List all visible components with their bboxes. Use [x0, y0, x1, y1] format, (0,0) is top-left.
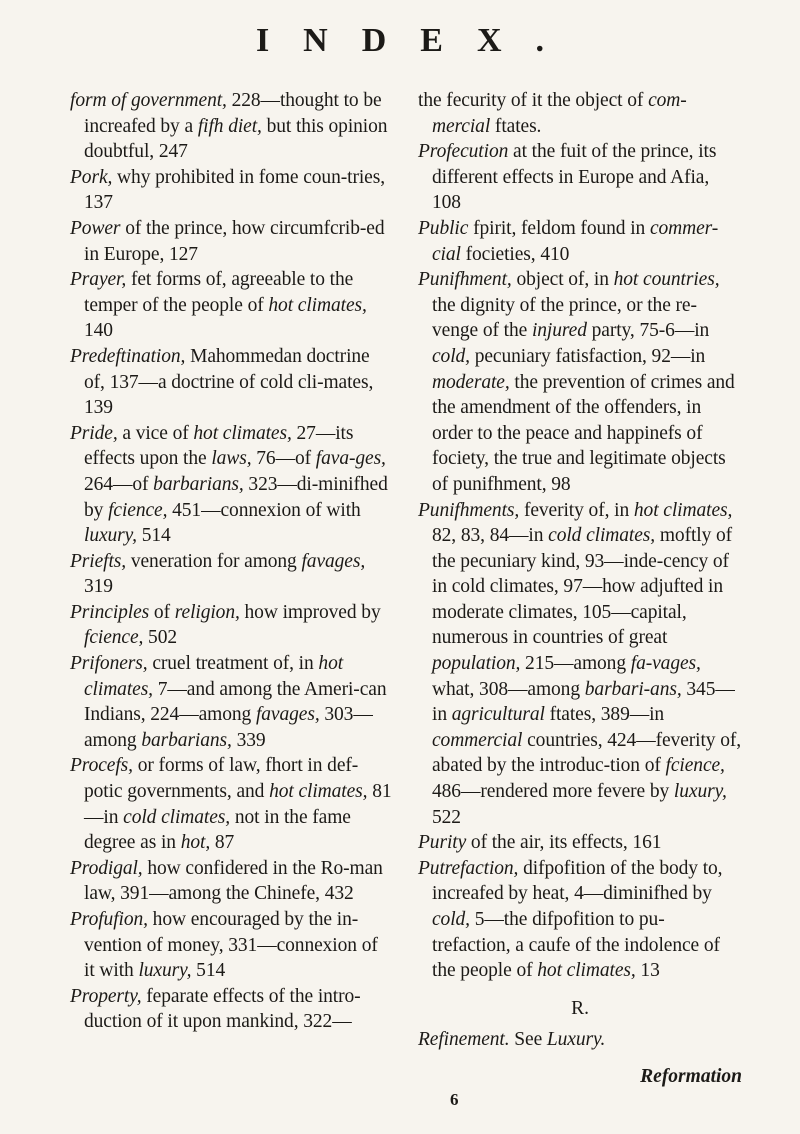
entry-italic-text: luxury, — [138, 960, 192, 982]
entry-heading: Power — [70, 217, 121, 239]
entry-italic-text: luxury, — [84, 525, 137, 547]
index-entry — [70, 856, 392, 907]
entry-italic-text: laws, — [211, 448, 252, 470]
entry-text: difpofition of the body to, increafed by heat, 4—diminifhed by — [432, 857, 723, 905]
entry-italic-text: commercial — [432, 729, 523, 751]
entry-italic-text: hot, — [180, 832, 211, 854]
entry-italic-text: fcience, — [84, 627, 144, 649]
entry-text: of the air, its effects, 161 — [466, 832, 662, 854]
signature-mark: 6 — [450, 1090, 459, 1109]
entry-heading: Pride, — [70, 422, 118, 444]
entry-italic-text: hot climates, — [537, 960, 636, 982]
index-entries-r — [418, 1027, 742, 1053]
entry-heading: Prayer, — [70, 269, 127, 291]
entry-italic-text: religion, — [174, 601, 240, 623]
index-column-left — [70, 88, 392, 1035]
entry-text: 345—in — [432, 678, 735, 726]
entry-italic-text: cold, — [432, 345, 470, 367]
entry-text: of the prince, how circumfcrib-ed in Europe, 127 — [84, 217, 385, 265]
entry-italic-text: fava-ges, — [315, 448, 386, 470]
entry-italic-text: cold climates, — [548, 525, 656, 547]
entry-italic-text: favages, — [255, 704, 320, 726]
entry-text: 319 — [84, 576, 113, 598]
index-entry — [70, 344, 392, 421]
index-entry — [418, 856, 742, 984]
entry-text: how encouraged by the in-vention of money, 331—connexion of it with — [84, 909, 378, 982]
entry-text: 5—the difpofition to pu-trefaction, a caufe of the indolence of the people of — [432, 909, 720, 982]
entry-heading: Purity — [418, 832, 467, 854]
entry-text: veneration for among — [126, 550, 302, 572]
entry-heading: Public — [418, 217, 469, 239]
entry-heading: Profecution — [418, 141, 509, 163]
entry-heading: Punifhments, — [418, 499, 520, 521]
entry-text: 323—di-minifhed by — [84, 473, 388, 521]
entry-text: but this opinion doubtful, 247 — [84, 115, 388, 163]
entry-text: how confidered in the Ro-man law, 391—among the Chinefe, 432 — [84, 857, 383, 905]
entry-text: object of, in — [511, 269, 614, 291]
entry-text: 87 — [210, 832, 235, 854]
entry-heading: form — [70, 90, 107, 111]
index-column-right — [418, 88, 742, 1053]
entry-text: countries, 424—feverity of, abated by the introduc-tion of — [432, 729, 742, 777]
entry-text: 339 — [231, 729, 266, 751]
entry-italic-text: barbarians, — [141, 729, 232, 751]
entry-text: party, 75-6—in — [586, 320, 710, 342]
entry-text: at the fuit of the prince, its different effects in Europe and Afia, 108 — [432, 141, 717, 214]
entry-text: 514 — [191, 960, 226, 982]
entry-text: 451—connexion of with — [167, 499, 361, 521]
entry-italic-text: hot countries, — [613, 269, 720, 291]
entry-text: 140 — [84, 320, 113, 342]
index-entry — [70, 984, 392, 1035]
entry-italic-text: cold, — [432, 909, 470, 930]
entry-text: 81—in — [84, 781, 392, 828]
entry-text: 13 — [635, 960, 660, 982]
entry-text: 76—of — [251, 448, 316, 470]
entry-italic-text: of government, — [111, 90, 227, 111]
index-entries-p — [418, 88, 742, 984]
index-entry — [70, 651, 392, 753]
entry-text: See — [509, 1029, 547, 1051]
entry-text: moftly of the pecuniary kind, 93—inde-cency of in cold climates, 97—how adjufted in moderate climates, 105—capital, numerous in countries of great — [432, 525, 733, 649]
entry-text: not in the fame degree as in — [84, 806, 351, 854]
index-entry — [418, 216, 742, 267]
entry-text: 502 — [143, 627, 178, 649]
entry-heading: Putrefaction, — [418, 857, 519, 879]
entry-text: a vice of — [117, 422, 194, 444]
entry-text: 215—among — [520, 653, 631, 675]
entry-heading: Pork, — [70, 166, 113, 188]
entry-text: the prevention of crimes and the amendment of the offenders, in order to the peace and happinefs of fociety, the true and legitimate objects of punifhment, 98 — [432, 371, 735, 495]
entry-text: or forms of law, fhort in def-potic governments, and — [84, 755, 359, 803]
entry-italic-text: hot climates, — [633, 499, 733, 521]
index-entry — [70, 600, 392, 651]
entry-text: 82, 83, 84—in — [432, 525, 549, 547]
entry-italic-text: fa-vages, — [630, 653, 701, 675]
entry-heading: Property, — [70, 985, 142, 1007]
entry-text: cruel treatment of, in — [147, 653, 319, 675]
page-header: INDEX. — [255, 22, 579, 59]
entry-text: 522 — [432, 806, 461, 828]
entry-heading: Procefs, — [70, 755, 133, 777]
entry-heading: Principles — [70, 601, 150, 623]
index-entry — [70, 753, 392, 855]
entry-heading: Refinement. — [418, 1029, 510, 1051]
entry-italic-text: injured — [531, 320, 587, 342]
entry-text: of — [149, 601, 175, 623]
entry-italic-text: cold climates, — [123, 806, 231, 828]
index-entry — [70, 88, 392, 165]
entry-italic-text: agricultural — [451, 704, 545, 726]
entry-text: why prohibited in fome coun-tries, 137 — [84, 166, 385, 214]
entry-heading: Priefts, — [70, 550, 127, 572]
entry-italic-text: population, — [432, 653, 521, 675]
entry-text: fet forms of, agreeable to the temper of the people of — [84, 269, 354, 316]
entry-text: the fecurity of it the object of — [418, 90, 649, 111]
entry-text: pecuniary fatisfaction, 92—in — [469, 345, 706, 367]
entry-text: 303—among — [84, 704, 373, 751]
entry-text: focieties, 410 — [460, 243, 570, 265]
entry-italic-text: hot climates, — [193, 422, 292, 444]
index-entry — [70, 549, 392, 600]
index-entry — [70, 165, 392, 216]
entry-italic-text: fcience, — [108, 499, 168, 521]
entry-text: fpirit, feldom found in — [468, 217, 650, 239]
entry-text: 486—rendered more fevere by — [432, 781, 674, 803]
entry-text: ftates, 389—in — [544, 704, 665, 726]
entry-italic-text: barbarians, — [153, 473, 244, 495]
entry-italic-text: hot climates, — [84, 653, 344, 700]
entry-italic-text: commer-cial — [432, 217, 719, 265]
entry-italic-text: barbari-ans, — [584, 678, 682, 700]
section-letter: R. — [571, 997, 589, 1019]
entry-text: 27—its effects upon the — [84, 422, 354, 470]
entry-heading: Prifoners, — [70, 653, 148, 675]
entry-italic-text: hot climates, — [269, 781, 368, 803]
index-entry — [418, 267, 742, 497]
entry-italic-text: hot climates, — [268, 294, 367, 316]
entry-text: Mahommedan doctrine of, 137—a doctrine of cold cli-mates, 139 — [84, 345, 374, 419]
index-entry — [418, 88, 742, 139]
index-entry — [418, 139, 742, 216]
entry-text: the dignity of the prince, or the re-venge of the — [432, 294, 697, 342]
entry-text: ftates. — [490, 115, 542, 137]
entry-heading: Profufion, — [70, 909, 148, 930]
index-entry — [418, 1027, 742, 1053]
entry-heading: Punifhment, — [418, 269, 512, 291]
index-entry — [70, 907, 392, 984]
index-entry — [70, 421, 392, 549]
index-entry — [418, 498, 742, 831]
index-entry — [70, 267, 392, 344]
entry-text: 264—of — [84, 473, 154, 495]
entry-heading: Prodigal, — [70, 857, 143, 879]
entry-italic-text: com-mercial — [432, 90, 687, 137]
index-entry — [70, 216, 392, 267]
entry-text: feparate effects of the intro-duction of it upon mankind, 322— — [84, 985, 361, 1033]
catchword: Reformation — [640, 1066, 742, 1087]
entry-text: what, 308—among — [432, 678, 585, 700]
entry-text: 514 — [136, 525, 171, 547]
entry-italic-text: favages, — [301, 550, 366, 572]
entry-italic-text: fcience, — [665, 755, 725, 777]
entry-text: feverity of, in — [519, 499, 634, 521]
entry-italic-text: moderate, — [432, 371, 510, 393]
entry-text: 7—and among the Ameri-can Indians, 224—among — [84, 678, 387, 726]
index-entry — [418, 830, 742, 856]
entry-text: how improved by — [239, 601, 381, 623]
entry-heading: Predeftination, — [70, 345, 186, 367]
entry-text: 228—thought to be increafed by a — [84, 90, 382, 137]
entry-italic-text: luxury, — [673, 781, 727, 803]
entry-italic-text: Luxury. — [546, 1029, 606, 1051]
entry-italic-text: fifh diet, — [197, 115, 262, 137]
